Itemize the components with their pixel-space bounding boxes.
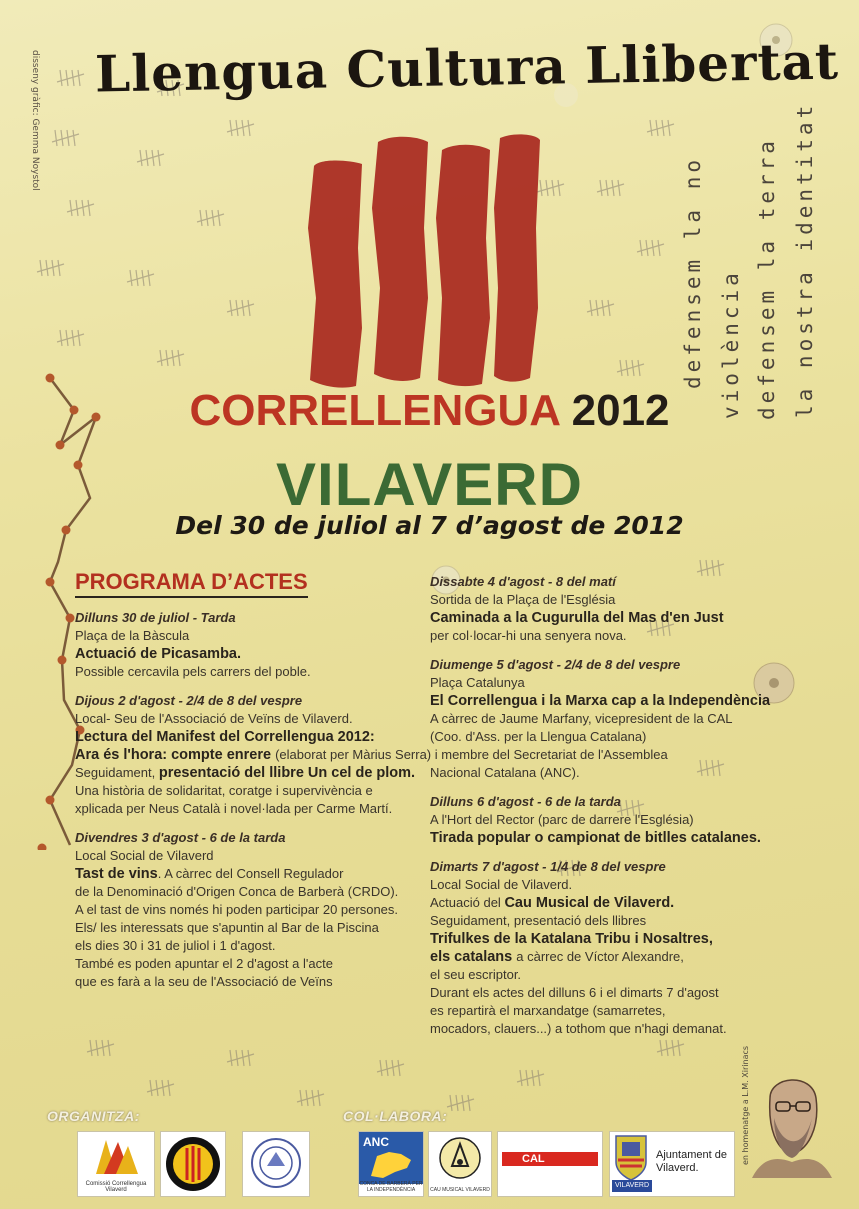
logo-correllengua: [77, 1131, 155, 1197]
programa-heading: PROGRAMA D’ACTES: [75, 569, 308, 598]
tally-mark: [590, 300, 592, 316]
program-line: xplicada per Neus Català i novel·lada per Carme Martí.: [75, 801, 393, 816]
tally-mark: [160, 350, 162, 366]
vertical-text-3: defensem la terra: [755, 137, 779, 420]
logo-cal: [497, 1131, 603, 1197]
seal-logo-mark: [249, 1136, 303, 1190]
cau-logo-mark: [438, 1136, 482, 1180]
program-line: Divendres 3 d'agost - 6 de la tarda: [75, 830, 286, 845]
program-line: els dies 30 i 31 de juliol i 1 d'agost.: [75, 938, 276, 953]
program-line: Nacional Catalana (ANC).: [430, 765, 580, 780]
tally-mark: [206, 210, 208, 226]
correllengua-logo-text: Comissió Correllengua Vilaverd: [85, 1181, 147, 1193]
program-line: Dilluns 30 de juliol - Tarda: [75, 610, 236, 625]
tally-mark: [76, 200, 78, 216]
tally-mark: [108, 1040, 110, 1056]
program-line: el seu escriptor.: [430, 967, 522, 982]
program-line: Els/ les interessats que s'apuntin al Bar de la Piscina: [75, 920, 379, 935]
program-line: Seguidament, presentació dels llibres: [430, 913, 647, 928]
program-line: Trifulkes de la Katalana Tribu i Nosaltres,: [430, 931, 713, 947]
program-line: A el tast de vins només hi poden participar 20 persones.: [75, 902, 399, 917]
vertical-text-4: la nostra identitat: [793, 101, 817, 418]
program-line: Dissabte 4 d'agost - 8 del matí: [430, 574, 616, 589]
portrait-sketch: [752, 1058, 832, 1178]
tally-mark: [520, 1070, 522, 1086]
spacer: [430, 847, 770, 858]
program-line: [430, 894, 770, 912]
anc-logo-text: ANC: [363, 1135, 389, 1149]
logo-cau-musical: [428, 1131, 492, 1197]
tally-mark: [640, 240, 642, 256]
logo-ajuntament: [609, 1131, 735, 1197]
tally-mark: [78, 70, 80, 86]
tally-mark: [468, 1095, 470, 1111]
vilaverd-logo-band: VILAVERD: [612, 1180, 652, 1192]
tally-mark: [60, 330, 62, 346]
tally-mark: [230, 300, 232, 316]
tally-mark: [660, 1040, 662, 1056]
tally-mark: [218, 210, 220, 226]
correllengua-word: CORRELLENGUA: [189, 386, 560, 435]
tally-mark: [236, 300, 238, 316]
program-line: Lectura del Manifest del Correllengua 2012:: [75, 729, 375, 745]
program-line: Plaça Catalunya: [430, 675, 525, 690]
spacer: [430, 782, 770, 793]
logo-seal: [242, 1131, 310, 1197]
shield-logo-mark: [163, 1134, 223, 1194]
tally-mark: [70, 200, 72, 216]
tally-mark: [40, 260, 42, 276]
catalonia-map-icon: [367, 1148, 415, 1180]
program-line: També es poden apuntar el 2 d'agost a l'acte: [75, 956, 333, 971]
tally-mark: [386, 1060, 388, 1076]
tally-mark: [148, 270, 150, 286]
program-line: Caminada a la Cugurulla del Mas d'en Just: [430, 610, 724, 626]
tally-mark: [380, 1060, 382, 1076]
program-line: El Correllengua i la Marxa cap a la Independència: [430, 693, 771, 709]
tally-mark: [456, 1095, 458, 1111]
blank-line: [430, 746, 770, 764]
ajuntament-line-2: Vilaverd.: [656, 1162, 699, 1174]
tally-mark: [60, 70, 62, 86]
design-credit: disseny gràfic: Gemma Noystol: [30, 50, 40, 191]
cau-logo-text: CAU MUSICAL VILAVERD: [430, 1187, 490, 1193]
logo-shield: [160, 1131, 226, 1197]
tally-mark: [55, 130, 57, 146]
event-year: 2012: [571, 386, 670, 435]
tally-mark: [608, 300, 610, 316]
program-line: Local Social de Vilaverd.: [430, 877, 573, 892]
ajuntament-line-1: Ajuntament de: [656, 1149, 727, 1161]
tally-mark: [656, 120, 658, 136]
tally-mark: [546, 180, 548, 196]
program-line-normal: Seguidament,: [75, 765, 159, 780]
tally-mark: [200, 210, 202, 226]
tally-mark: [136, 270, 138, 286]
tally-mark: [230, 120, 232, 136]
tally-mark: [450, 1095, 452, 1111]
program-line: Local- Seu de l'Associació de Veïns de Vilaverd.: [75, 711, 353, 726]
program-line: Dijous 2 d'agost - 2/4 de 8 del vespre: [75, 693, 303, 708]
program-line: (Coo. d'Ass. per la Llengua Catalana): [430, 729, 647, 744]
tally-mark: [46, 260, 48, 276]
program-line-bold: Tast de vins: [75, 866, 158, 882]
program-line: que es farà a la seu de l'Associació de Veïns: [75, 974, 333, 989]
program-line: A càrrec de Jaume Marfany, vicepresident de la CAL: [430, 711, 733, 726]
tally-mark: [596, 300, 598, 316]
program-line: Actuació de Picasamba.: [75, 646, 242, 662]
program-line: de la Denominació d'Origen Conca de Barberà (CRDO).: [75, 884, 399, 899]
tally-mark: [156, 1080, 158, 1096]
event-title: [0, 386, 859, 436]
tally-mark: [526, 1070, 528, 1086]
tally-mark: [248, 1050, 250, 1066]
tally-mark: [90, 1040, 92, 1056]
program-line-normal: Actuació del: [430, 895, 505, 910]
tally-mark: [150, 1080, 152, 1096]
tally-mark: [130, 270, 132, 286]
tally-mark: [166, 350, 168, 366]
tally-mark: [178, 350, 180, 366]
program-line: mocadors, clauers...) a tothom que n'hagi demanat.: [430, 1021, 727, 1036]
tally-mark: [600, 180, 602, 196]
program-line: Una història de solidaritat, coratge i supervivència e: [75, 783, 373, 798]
tally-mark: [248, 120, 250, 136]
program-line: es repartirà el marxandatge (samarretes,: [430, 1003, 666, 1018]
col-labora-label: COL·LABORA:: [343, 1108, 448, 1124]
four-stripes-graphic: [300, 128, 540, 390]
organitza-label: ORGANITZA:: [47, 1108, 140, 1124]
tally-mark: [398, 1060, 400, 1076]
tally-mark: [538, 1070, 540, 1086]
vertical-text-2: violència: [719, 269, 743, 419]
tally-mark: [606, 180, 608, 196]
program-line-bold: Cau Musical de Vilaverd.: [504, 895, 675, 911]
tally-mark: [248, 300, 250, 316]
vertical-text-1: defensem la no: [681, 155, 705, 389]
anc-logo-subtext: CONCA DE BARBERÀ PER LA INDEPENDÈNCIA: [359, 1181, 423, 1193]
tally-mark: [620, 360, 622, 376]
tally-mark: [646, 240, 648, 256]
program-line: A l'Hort del Rector (parc de darrere l'Església): [430, 812, 694, 827]
tally-mark: [168, 1080, 170, 1096]
program-line: Diumenge 5 d'agost - 2/4 de 8 del vespre: [430, 657, 681, 672]
tally-mark: [666, 1040, 668, 1056]
tally-mark: [66, 70, 68, 86]
tally-mark: [236, 120, 238, 136]
cal-logo-band: [502, 1152, 598, 1166]
tally-mark: [146, 150, 148, 166]
event-dates: Del 30 de juliol al 7 d’agost de 2012: [175, 511, 684, 540]
ajuntament-text: [656, 1149, 727, 1175]
homage-credit: en homenatge a L.M. Xirinacs: [741, 1045, 750, 1165]
tally-mark: [61, 130, 63, 146]
program-line-normal: . A càrrec del Consell Regulador: [157, 866, 344, 881]
program-line-normal: a càrrec de Víctor Alexandre,: [516, 949, 684, 964]
program-line: per col·locar-hi una senyera nova.: [430, 628, 627, 643]
program-line: Dimarts 7 d'agost - 1/4 de 8 del vespre: [430, 859, 666, 874]
town-title: VILAVERD: [276, 451, 583, 518]
spacer: [430, 645, 770, 656]
tally-mark: [626, 360, 628, 376]
tally-mark: [558, 180, 560, 196]
program-line: Possible cercavila pels carrers del poble.: [75, 664, 311, 679]
program-line-bold: presentació del llibre Un cel de plom.: [158, 765, 416, 781]
tally-mark: [78, 330, 80, 346]
correllengua-logo-mark: [92, 1136, 140, 1178]
tally-mark: [140, 150, 142, 166]
program-line-normal: (elaborat per Màrius Serra) i membre del Secretariat de l'Assemblea: [275, 747, 668, 762]
tally-mark: [73, 130, 75, 146]
tally-mark: [668, 120, 670, 136]
program-line: Dilluns 6 d'agost - 6 de la tarda: [430, 794, 621, 809]
tally-mark: [658, 240, 660, 256]
program-line: Local Social de Vilaverd: [75, 848, 214, 863]
tally-mark: [540, 180, 542, 196]
anc-logo-box: [359, 1132, 423, 1184]
tally-mark: [230, 1050, 232, 1066]
tally-mark: [96, 1040, 98, 1056]
tally-mark: [88, 200, 90, 216]
program-line: Tirada popular o campionat de bitlles catalanes.: [430, 830, 761, 846]
cal-logo-text: CAL: [522, 1153, 545, 1165]
tally-mark: [58, 260, 60, 276]
tally-mark: [158, 150, 160, 166]
program-line: Plaça de la Bàscula: [75, 628, 190, 643]
tally-mark: [638, 360, 640, 376]
program-line: [430, 948, 770, 966]
tally-mark: [306, 1090, 308, 1106]
program-line-bold: Ara és l'hora: compte enrere: [75, 747, 276, 763]
motto-headline: Llengua Cultura Llibertat: [94, 31, 840, 104]
vilaverd-coat-of-arms: [614, 1134, 648, 1180]
tally-mark: [650, 120, 652, 136]
tally-mark: [618, 180, 620, 196]
right-program-column: [430, 573, 770, 1038]
tally-mark: [300, 1090, 302, 1106]
program-line: Durant els actes del dilluns 6 i el dimarts 7 d'agost: [430, 985, 719, 1000]
tally-mark: [236, 1050, 238, 1066]
program-line-bold: els catalans: [430, 949, 517, 965]
tally-mark: [66, 330, 68, 346]
logo-anc: [358, 1131, 424, 1197]
program-line: Sortida de la Plaça de l'Església: [430, 592, 616, 607]
tally-mark: [318, 1090, 320, 1106]
tally-mark: [678, 1040, 680, 1056]
